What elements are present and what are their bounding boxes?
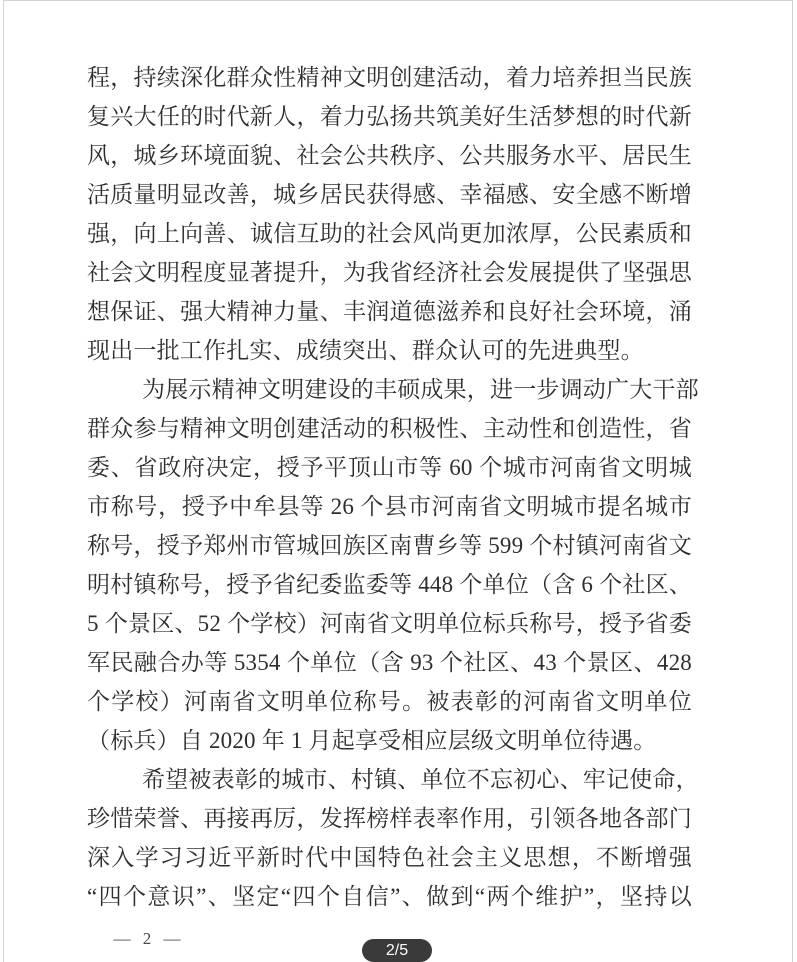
text-line: 明村镇称号，授予省纪委监委等 448 个单位（含 6 个社区、 — [87, 572, 692, 597]
text-line: 深入学习习近平新时代中国特色社会主义思想，不断增强 — [87, 845, 692, 870]
text-line: 强，向上向善、诚信互助的社会风尚更加浓厚，公民素质和 — [87, 221, 692, 246]
text-line: 称号，授予郑州市管城回族区南曹乡等 599 个村镇河南省文 — [87, 533, 692, 558]
text-line: （标兵）自 2020 年 1 月起享受相应层级文明单位待遇。 — [87, 728, 657, 753]
page-indicator-badge — [362, 939, 432, 962]
text-line: 想保证、强大精神力量、丰润道德滋养和良好社会环境，涌 — [87, 299, 692, 324]
text-line: 军民融合办等 5354 个单位（含 93 个社区、43 个景区、428 — [87, 650, 692, 675]
text-line: “四个意识”、坚定“四个自信”、做到“两个维护”，坚持以 — [87, 884, 692, 909]
text-line: 珍惜荣誉、再接再厉，发挥榜样表率作用，引领各地各部门 — [87, 806, 692, 831]
text-line: 群众参与精神文明创建活动的积极性、主动性和创造性，省 — [87, 416, 692, 441]
text-line: 活质量明显改善，城乡居民获得感、幸福感、安全感不断增 — [87, 182, 692, 207]
text-line: 为展示精神文明建设的丰硕成果，进一步调动广大干部 — [142, 377, 699, 402]
document-body — [87, 58, 699, 916]
page-number: — 2 — — [113, 929, 185, 948]
text-line: 程，持续深化群众性精神文明创建活动，着力培养担当民族 — [87, 65, 692, 90]
text-line: 复兴大任的时代新人，着力弘扬共筑美好生活梦想的时代新 — [87, 104, 692, 129]
text-line: 个学校）河南省文明单位称号。被表彰的河南省文明单位 — [87, 689, 692, 714]
text-line: 风，城乡环境面貌、社会公共秩序、公共服务水平、居民生 — [87, 143, 692, 168]
text-line: 希望被表彰的城市、村镇、单位不忘初心、牢记使命， — [142, 767, 699, 792]
text-line: 现出一批工作扎实、成绩突出、群众认可的先进典型。 — [87, 338, 644, 363]
page-indicator-label: 2/5 — [385, 941, 409, 959]
text-line: 委、省政府决定，授予平顶山市等 60 个城市河南省文明城 — [87, 455, 692, 480]
text-line: 5 个景区、52 个学校）河南省文明单位标兵称号，授予省委 — [87, 611, 692, 636]
text-line: 社会文明程度显著提升，为我省经济社会发展提供了坚强思 — [87, 260, 692, 285]
text-line: 市称号，授予中牟县等 26 个县市河南省文明城市提名城市 — [87, 494, 692, 519]
